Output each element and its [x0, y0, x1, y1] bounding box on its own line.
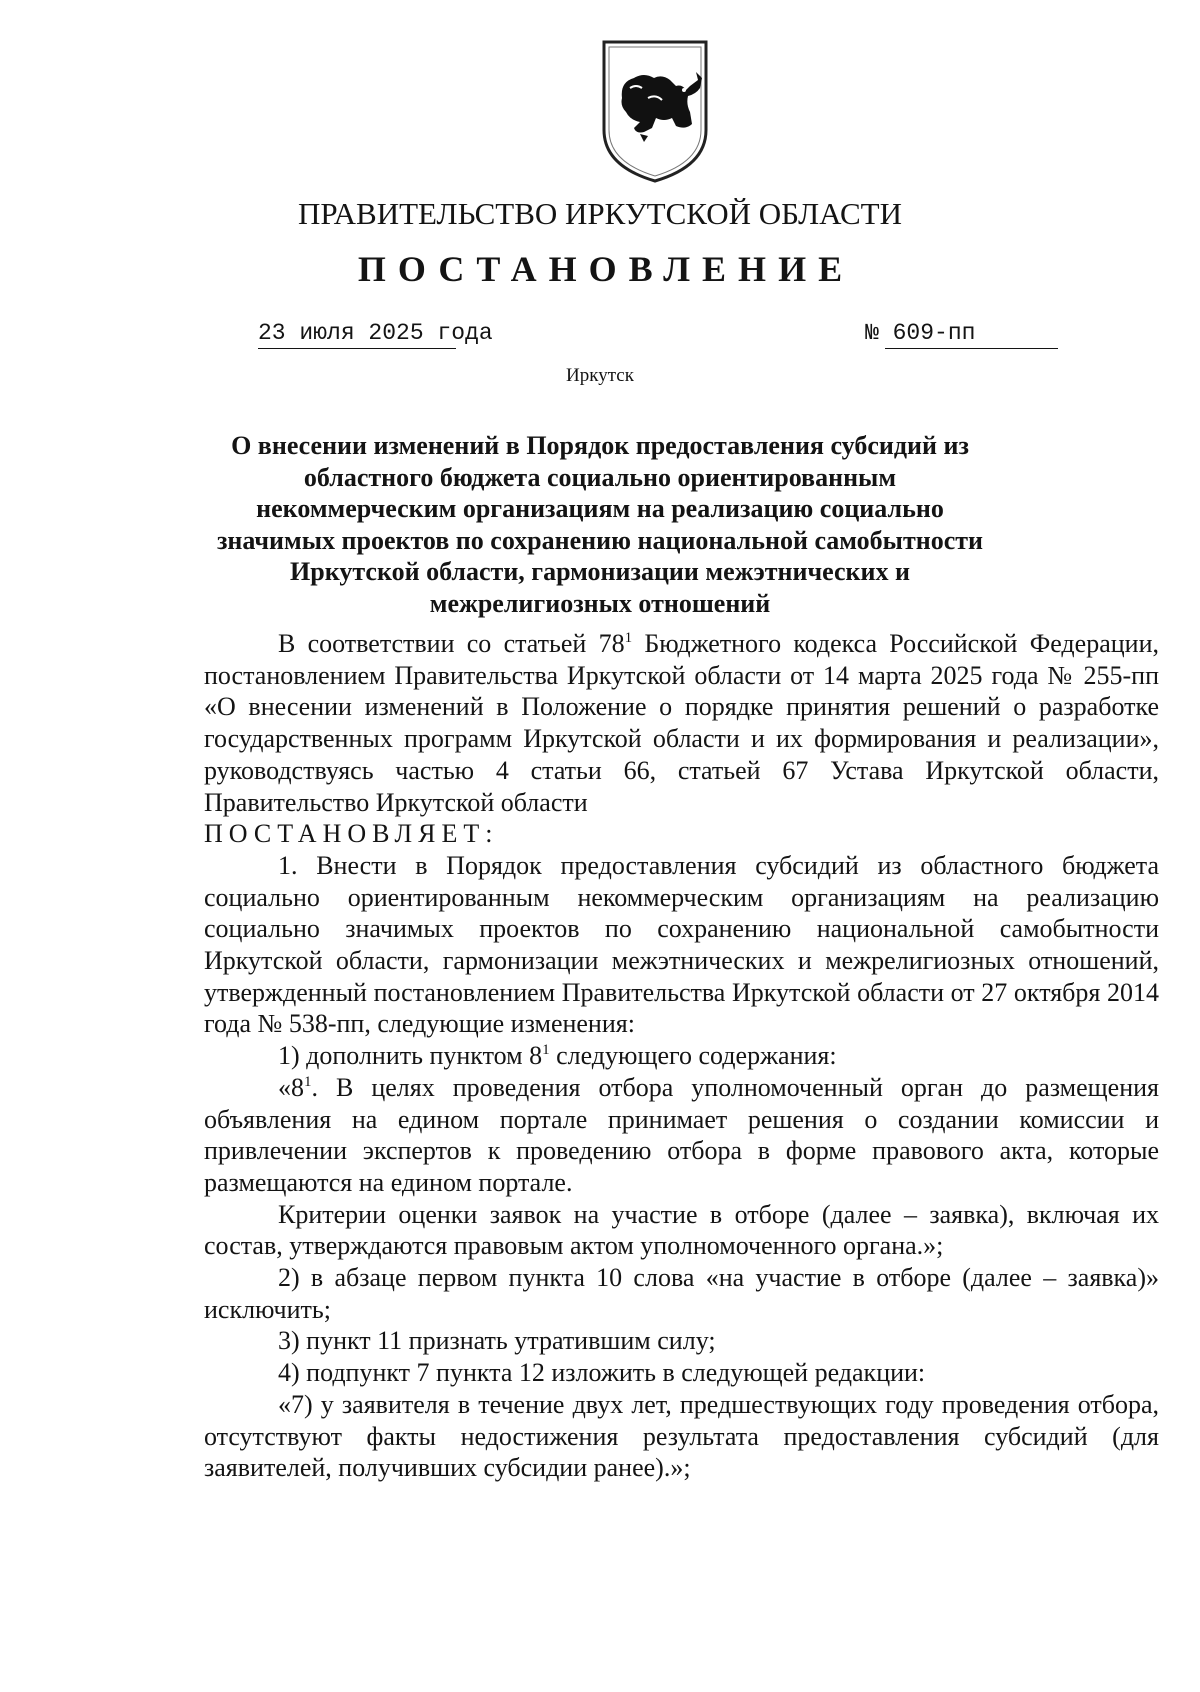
item-1-paragraph: 1. Внести в Порядок предоставления субсидий из областного бюджета социально ориентированным некоммерческим организациям на реализацию социально значимых проектов по сохранению национальной самобытности Иркутской области, гармонизации межэтнических и межрелигиозных отношений, утвержденный постановлением Правительства Иркутской области от 27 октября 2014 года № 538-пп, следующие изменения: [204, 850, 1159, 1039]
city: Иркутск [566, 365, 634, 386]
quote-1-paragraph [204, 1072, 1159, 1199]
quote-2-paragraph: «7) у заявителя в течение двух лет, предшествующих году проведения отбора, отсутствуют факты недостижения результата предоставления субсидий (для заявителей, получивших субсидии ранее).»; [204, 1389, 1159, 1483]
document-date: 23 июля 2025 года [258, 320, 493, 346]
sub-item-1-paragraph [204, 1040, 1159, 1072]
preamble-paragraph [204, 628, 1159, 818]
document-body [204, 628, 1159, 1484]
quote-1-text-a: «8 [278, 1072, 304, 1102]
document-number: № 609-пп [865, 320, 976, 346]
preamble-text-a: В соответствии со статьей 78 [278, 629, 625, 658]
government-name: ПРАВИТЕЛЬСТВО ИРКУТСКОЙ ОБЛАСТИ [297, 196, 902, 231]
sub-item-4-paragraph: 4) подпункт 7 пункта 12 изложить в следующей редакции: [278, 1358, 926, 1388]
document-type: ПОСТАНОВЛЕНИЕ [357, 249, 855, 289]
superscript: 1 [624, 630, 633, 646]
superscript: 1 [304, 1073, 312, 1090]
emblem [600, 38, 710, 185]
date-underline [258, 348, 456, 349]
preamble-text-b: Бюджетного кодекса Российской Федерации, постановлением Правительства Иркутской области от 14 марта 2025 года № 255-пп «О внесении изменений в Положение о порядке принятия решений о разработке государственных программ Иркутской области и их формирования и реализации», руководствуясь частью 4 статьи 66, статьей 67 Устава Иркутской области, Правительство Иркутской области [204, 629, 1159, 817]
quote-1-text-b: . В целях проведения отбора уполномоченный орган до размещения объявления на едином портале принимает решения о создании комиссии и привлечении экспертов к проведению отбора в форме правового акта, которые размещаются на едином портале. [204, 1072, 1159, 1197]
sub-item-3-paragraph: 3) пункт 11 признать утратившим силу; [278, 1326, 716, 1356]
document-title: О внесении изменений в Порядок предоставления субсидий из областного бюджета социально ориентированным некоммерческим организациям на реализацию социально значимых проектов по сохранению национальной самобытности Иркутской области, гармонизации межэтнических и межрелигиозных отношений [216, 431, 984, 618]
sub-item-1-text-a: 1) дополнить пунктом 8 [278, 1041, 543, 1071]
superscript: 1 [542, 1042, 550, 1059]
irkutsk-coat-of-arms-icon [600, 38, 710, 185]
criteria-paragraph: Критерии оценки заявок на участие в отборе (далее – заявка), включая их состав, утверждаются правовым актом уполномоченного органа.»; [204, 1199, 1159, 1261]
resolves-heading: ПОСТАНОВЛЯЕТ: [204, 819, 499, 849]
sub-item-1-text-b: следующего содержания: [549, 1041, 837, 1071]
number-underline [885, 348, 1058, 349]
sub-item-2-paragraph: 2) в абзаце первом пункта 10 слова «на участие в отборе (далее – заявка)» исключить; [204, 1263, 1159, 1324]
